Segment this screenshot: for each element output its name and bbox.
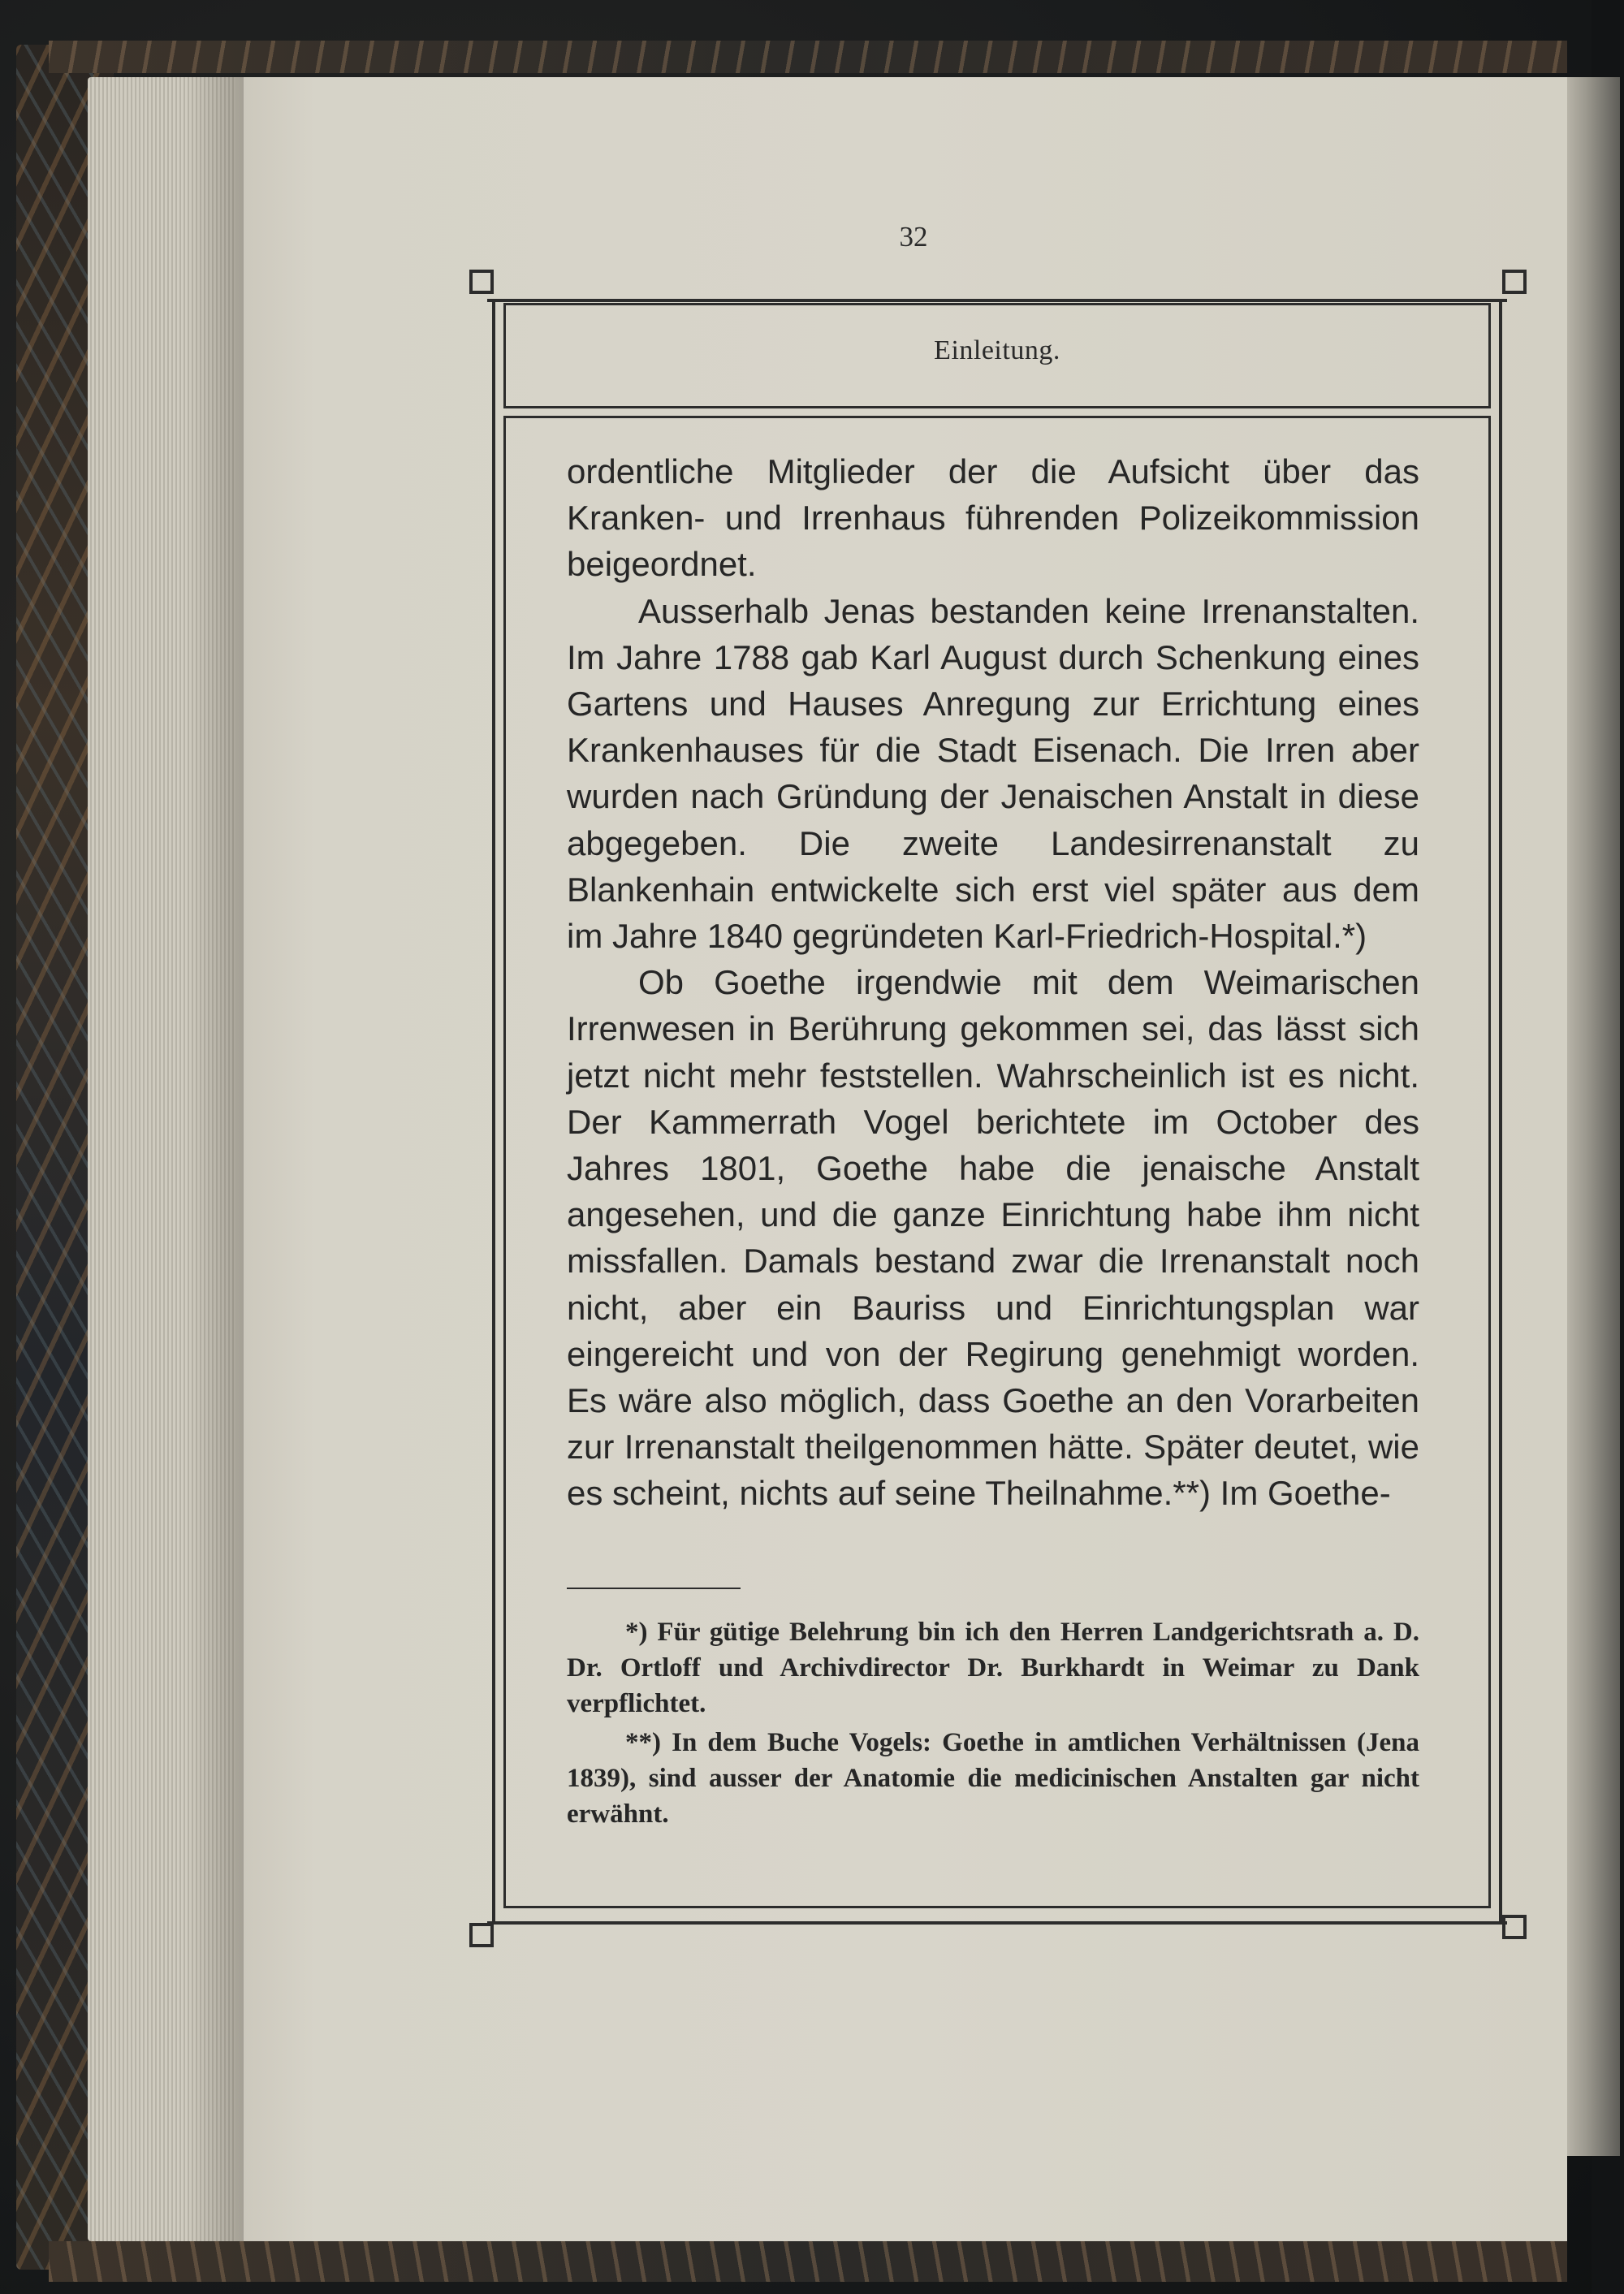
body-text-block [567,448,1419,1517]
footnotes-block [567,1614,1419,1835]
frame-corner-top-left [469,270,494,294]
frame-corner-bottom-right [1502,1915,1527,1939]
footnote-1: *) Für gütige Belehrung bin ich den Herren Landgerichtsrath a. D. Dr. Ortloff und Archivdirector Dr. Burkhardt in Weimar zu Dank verpflichtet. [567,1618,1419,1718]
gutter-shadow [187,77,244,2241]
paragraph-continuation: ordentliche Mitglieder der die Aufsicht über das Kranken- und Irrenhaus führenden Polizeikommission beigeordnet. [567,452,1419,584]
frame-corner-bottom-left [469,1923,494,1947]
frame-top-line [487,299,1507,302]
marbled-cover-bottom [49,2241,1567,2282]
frame-left-line [492,299,495,1925]
marbled-cover-top [49,41,1567,73]
paragraph-goethe: Ob Goethe irgendwie mit dem Weimarischen Irrenwesen in Berührung gekommen sei, das lässt sich jetzt nicht mehr feststellen. Wahrscheinlich ist es nicht. Der Kammerrath Vogel berichtete im October des Jahres 1801, Goethe habe die jenaische Anstalt angesehen, und die ganze Einrichtung habe ihm nicht missfallen. Damals bestand zwar die Irrenanstalt noch nicht, aber ein Bauriss und Einrichtungsplan war eingereicht und von der Regirung genehmigt worden. Es wäre also möglich, dass Goethe an den Vorarbeiten zur Irrenanstalt theilgenommen hätte. Später deutet, wie es scheint, nichts auf seine Theilnahme.**) Im Goethe- [567,963,1419,1513]
frame-corner-top-right [1502,270,1527,294]
frame-bottom-line [487,1921,1507,1925]
running-header: Einleitung. [934,335,1060,365]
footnote-2: **) In dem Buche Vogels: Goethe in amtlichen Verhältnissen (Jena 1839), sind ausser der Anatomie die medicinischen Anstalten gar nicht erwähnt. [567,1728,1419,1829]
facing-page-edge [1563,77,1620,2156]
paragraph-irrenanstalten: Ausserhalb Jenas bestanden keine Irrenanstalten. Im Jahre 1788 gab Karl August durch Schenkung eines Gartens und Hauses Anregung zur Errichtung eines Krankenhauses für die Stadt Eisenach. Die Irren aber wurden nach Gründung der Jenaischen Anstalt in diese abgegeben. Die zweite Landesirrenanstalt zu Blankenhain entwickelte sich erst viel später aus dem im Jahre 1840 gegründeten Karl-Friedrich-Hospital.*) [567,591,1419,956]
frame-right-line [1499,299,1502,1925]
page-number: 32 [899,221,928,253]
footnote-separator [567,1588,741,1589]
